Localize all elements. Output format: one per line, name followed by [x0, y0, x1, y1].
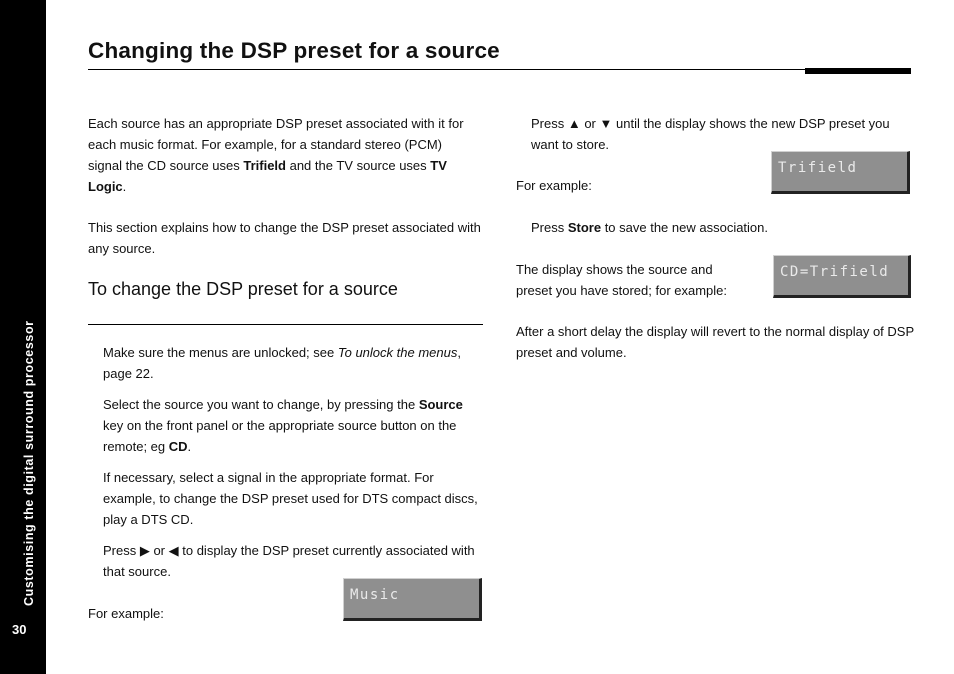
- display-note: The display shows the source and preset you have stored; for example:: [516, 262, 728, 298]
- example-label: For example:: [516, 178, 592, 193]
- lcd-display-cd-trifield: CD=Trifield: [773, 255, 911, 298]
- down-arrow-icon: ▼: [599, 116, 613, 131]
- step-4: Press ▶ or ◀ to display the DSP preset currently associated with that source.: [103, 543, 475, 579]
- title-bar-accent: [805, 68, 911, 74]
- section-label: Customising the digital surround processor: [22, 320, 36, 606]
- page-title: Changing the DSP preset for a source: [88, 38, 500, 63]
- after-paragraph: After a short delay the display will revert to the normal display of DSP preset and volume.: [516, 324, 914, 360]
- step-3: If necessary, select a signal in the appropriate format. For example, to change the DSP preset used for DTS compact discs, play a DTS CD.: [103, 470, 478, 527]
- lcd-display-music: Music: [343, 578, 482, 621]
- lcd-display-trifield: Trifield: [771, 151, 910, 194]
- step-2: Select the source you want to change, by pressing the Source key on the front panel or the appropriate source button on the remote; eg CD.: [103, 397, 463, 454]
- page-number: 30: [12, 622, 27, 637]
- step-1: Make sure the menus are unlocked; see To unlock the menus, page 22.: [103, 345, 461, 381]
- intro-paragraph-2: This section explains how to change the DSP preset associated with any source.: [88, 220, 481, 256]
- left-arrow-icon: ◀: [168, 543, 179, 558]
- subheading-rule: [88, 324, 483, 325]
- example-label: For example:: [88, 606, 164, 621]
- intro-paragraph-1: Each source has an appropriate DSP preset associated with it for each music format. For example, for a standard stereo (PCM) signal the CD source uses Trifield and the TV source uses TV Logic.: [88, 116, 464, 194]
- sidebar: [0, 0, 46, 674]
- up-arrow-icon: ▲: [567, 116, 581, 131]
- right-arrow-icon: ▶: [139, 543, 150, 558]
- step-6: Press Store to save the new association.: [531, 220, 769, 235]
- step-5: Press ▲ or ▼ until the display shows the new DSP preset you want to store.: [531, 116, 890, 152]
- subheading: To change the DSP preset for a source: [88, 279, 398, 299]
- title-rule: [88, 69, 911, 70]
